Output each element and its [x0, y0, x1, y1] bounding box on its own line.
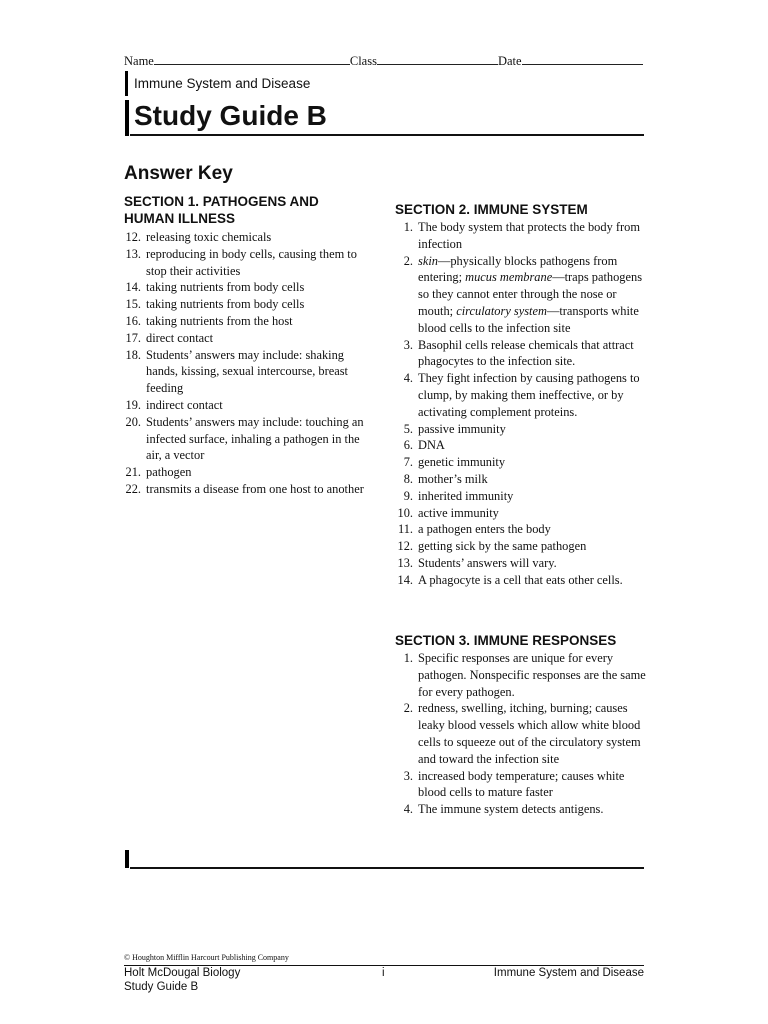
answer-number: 15. [125, 297, 141, 312]
answer-text: increased body temperature; causes white blood cells to mature faster [418, 768, 625, 800]
answer-text: Basophil cells release chemicals that attract phagocytes to the infection site. [418, 337, 634, 369]
title-bar [125, 100, 129, 136]
answer-number: 3. [403, 768, 413, 783]
answer-item [395, 253, 647, 337]
answer-text: transmits a disease from one host to another [146, 481, 364, 496]
answer-text: mother’s milk [418, 471, 488, 486]
answer-key-heading: Answer Key [124, 163, 233, 184]
answer-number: 2. [403, 253, 413, 268]
chapter-bar [125, 71, 128, 96]
answer-text: reproducing in body cells, causing them to stop their activities [146, 246, 357, 278]
answer-item [395, 219, 647, 253]
answer-text: taking nutrients from body cells [146, 297, 305, 312]
name-blank [154, 54, 350, 65]
answer-text: indirect contact [146, 397, 223, 412]
footer-book: Holt McDougal Biology [124, 967, 241, 979]
answer-number: 8. [403, 471, 413, 486]
answer-number: 4. [403, 371, 413, 386]
answer-number: 20. [125, 414, 141, 429]
answer-item [395, 488, 647, 505]
chapter-title: Immune System and Disease [134, 76, 311, 91]
answer-text: active immunity [418, 505, 499, 520]
answer-text: a pathogen enters the body [418, 522, 551, 537]
answer-number: 16. [125, 313, 141, 328]
answer-text: pathogen [146, 465, 192, 480]
answer-number: 6. [403, 438, 413, 453]
answer-text: Specific responses are unique for every pathogen. Nonspecific responses are the same for every pathogen. [418, 651, 646, 699]
answer-text: getting sick by the same pathogen [418, 539, 587, 554]
section-1-answer-list [124, 229, 374, 498]
answer-text: Students’ answers will vary. [418, 555, 557, 570]
answer-number: 14. [125, 280, 141, 295]
answer-item [395, 505, 647, 522]
answer-text: releasing toxic chemicals [146, 230, 272, 244]
answer-number: 18. [125, 347, 141, 362]
answer-item [395, 370, 647, 420]
copyright-notice: © Houghton Mifflin Harcourt Publishing Company [124, 953, 289, 962]
answer-number: 14. [397, 572, 413, 587]
date-blank [522, 54, 643, 65]
section-1-heading-line1: SECTION 1. PATHOGENS AND [124, 194, 319, 209]
answer-number: 10. [397, 505, 413, 520]
answer-item [124, 464, 374, 481]
answer-number: 7. [403, 455, 413, 470]
answer-item [395, 801, 647, 818]
answer-text: Students’ answers may include: shaking hands, kissing, sexual intercourse, breast feeding [146, 347, 348, 396]
section-3-answer-list [395, 650, 647, 818]
answer-text: passive immunity [418, 421, 506, 436]
answer-text: A phagocyte is a cell that eats other cells. [418, 572, 623, 587]
answer-item [124, 330, 374, 347]
answer-item [395, 572, 647, 589]
section-1-heading [124, 193, 374, 227]
section-2-answer-list [395, 219, 647, 589]
answer-item [124, 296, 374, 313]
class-label: Class [349, 54, 377, 68]
page-number: i [382, 967, 385, 979]
answer-item [395, 337, 647, 371]
footer-guide: Study Guide B [124, 981, 199, 993]
footer-chapter: Immune System and Disease [493, 967, 644, 979]
answer-item [124, 279, 374, 296]
answer-text: The body system that protects the body from infection [418, 220, 640, 251]
answer-text: inherited immunity [418, 488, 514, 503]
section-2-heading: SECTION 2. IMMUNE SYSTEM [395, 202, 588, 217]
answer-text: They fight infection by causing pathogens to clump, by making them ineffective, or by activating complement proteins. [418, 371, 640, 419]
class-blank [377, 54, 498, 65]
answer-number: 13. [397, 555, 413, 570]
answer-item [395, 471, 647, 488]
answer-number: 3. [403, 337, 413, 352]
answer-item [395, 700, 647, 767]
section-1 [124, 193, 374, 498]
title-rule [130, 134, 644, 136]
answer-number: 12. [125, 230, 141, 244]
answer-number: 17. [125, 330, 141, 345]
answer-item [395, 521, 647, 538]
section-2 [395, 201, 647, 589]
section-3 [395, 632, 647, 818]
answer-item [124, 397, 374, 414]
footer-rule [124, 965, 644, 966]
answer-text: direct contact [146, 330, 214, 345]
answer-item [124, 246, 374, 280]
answer-number: 4. [403, 802, 413, 817]
answer-item [395, 650, 647, 700]
answer-item [395, 454, 647, 471]
answer-item [124, 313, 374, 330]
answer-text: redness, swelling, itching, burning; causes leaky blood vessels which allow white blood cells to squeeze out of the circulatory system and toward the infection site [418, 701, 641, 766]
answer-item [395, 555, 647, 572]
answer-item [395, 437, 647, 454]
answer-text: DNA [418, 438, 445, 453]
answer-text: taking nutrients from the host [146, 313, 293, 328]
answer-text: The immune system detects antigens. [418, 802, 604, 817]
answer-number: 5. [403, 421, 413, 436]
answer-text: skin—physically blocks pathogens from entering; mucus membrane—traps pathogens so they cannot enter through the nose or mouth; circulatory system—transports white blood cells to the infection site [418, 253, 643, 335]
answer-item [124, 481, 374, 498]
answer-number: 1. [403, 651, 413, 665]
section-1-heading-line2: HUMAN ILLNESS [124, 211, 235, 226]
answer-number: 21. [125, 465, 141, 480]
answer-number: 22. [125, 481, 141, 496]
answer-text: taking nutrients from body cells [146, 280, 305, 295]
answer-number: 9. [403, 488, 413, 503]
answer-item [124, 414, 374, 464]
answer-item [395, 768, 647, 802]
answer-number: 11. [397, 522, 413, 537]
answer-item [124, 229, 374, 246]
page-title: Study Guide B [134, 100, 327, 131]
answer-item [395, 421, 647, 438]
section-3-heading: SECTION 3. IMMUNE RESPONSES [395, 633, 617, 648]
answer-number: 12. [397, 539, 413, 554]
answer-number: 19. [125, 397, 141, 412]
name-label: Name [124, 54, 154, 68]
answer-item [124, 347, 374, 397]
answer-text: genetic immunity [418, 455, 506, 470]
answer-item [395, 538, 647, 555]
answer-number: 2. [403, 701, 413, 716]
answer-text: Students’ answers may include: touching an infected surface, inhaling a pathogen in the air, a vector [146, 414, 364, 463]
answer-number: 1. [403, 220, 413, 234]
date-label: Date [497, 54, 522, 68]
answer-number: 13. [125, 246, 141, 261]
bottom-rule [130, 867, 644, 869]
name-class-date-line [124, 54, 644, 69]
bottom-bar [125, 850, 129, 868]
